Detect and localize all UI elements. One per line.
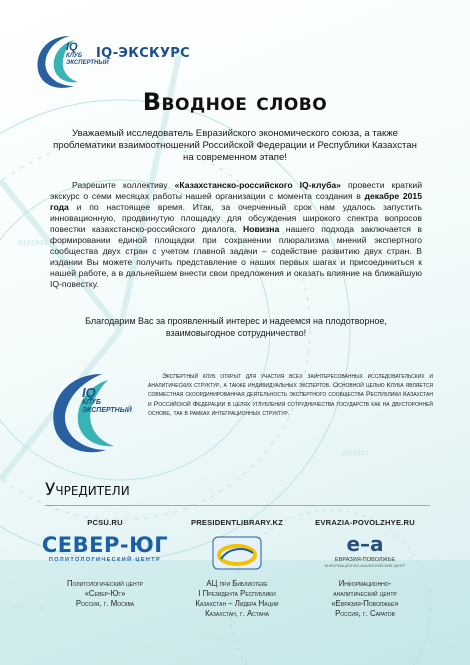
evrazia-logo-text: e–a <box>346 533 384 555</box>
club-info <box>42 358 437 468</box>
svg-text:0101001: 0101001 <box>18 240 48 248</box>
body-text-1: Разрешите коллективу <box>72 180 175 190</box>
logo-iq: IQ <box>66 41 78 53</box>
evrazia-logo <box>300 533 430 573</box>
founder-site-link[interactable]: PCSU.RU <box>87 518 123 527</box>
club-description: Экспертный клуб открыт для участия всех заинтересованных исследовательских и аналитических структур, а также индивидуальных экспертов. Основной целью Клуба является совместная скоординированная деятельность экспертного сообщества Республики Казахстан и Российской Федерации в целях углубления сотрудничества государств как на двусторонней основе, так в рамках интеграционных структур. <box>148 373 433 417</box>
svg-text:1011011: 1011011 <box>340 450 370 458</box>
founder-line: Казахстан, г. Астана <box>205 609 269 618</box>
evrazia-logo-caption <box>300 557 430 568</box>
greeting: Уважаемый исследователь Евразийского экономического союза, а также проблематики взаимоотношений Российской Федерации и Республики Казахстан на современном этапе! <box>53 128 417 163</box>
svg-text:0101011011: 0101011011 <box>200 635 243 643</box>
sever-yug-logo-text: СЕВЕР-ЮГ <box>41 533 169 557</box>
logo-club: КЛУБ <box>66 53 83 59</box>
club-logo <box>42 368 138 458</box>
founders-divider <box>45 505 430 506</box>
body-text-4: нашего подхода заключается в формировании единой площадки при сохранении плюрализма мнений экспертного сообщества двух стран с учетом главной задачи – содействие развитию двух стран. В издании Вы можете получить представление о наших первых шагах и присоединиться к нашей работе, а в дальнейшем внести свои предложения и оказать влияние на ближайшую IQ-повестку. <box>50 224 422 289</box>
novelty-word: Новизна <box>243 224 280 234</box>
founder-line: Казахстан – Лидера Нации <box>195 599 279 608</box>
founder-evrazia-povolzhye <box>300 518 430 619</box>
body-paragraph <box>50 180 422 290</box>
founder-description <box>300 579 430 619</box>
founder-sever-yug <box>40 518 170 609</box>
sever-yug-logo <box>40 533 170 573</box>
header-title: IQ-ЭКСКУРС <box>96 46 190 61</box>
founder-line: I Президента Республики <box>198 589 276 598</box>
founder-line: аналитический центр <box>333 589 397 598</box>
header <box>30 30 230 90</box>
evrazia-logo-subtitle: ЕВРАЗИЯ-ПОВОЛЖЬЕ <box>334 557 396 563</box>
club-logo-expert: ЭКСПЕРТНЫЙ <box>82 407 132 414</box>
founder-line: АЦ при Библиотеке <box>206 579 268 588</box>
logo-expert: ЭКСПЕРТНЫЙ <box>66 60 109 66</box>
founder-line: Информационно- <box>338 579 392 588</box>
founding-date: декабре 2015 года <box>50 191 422 212</box>
founder-line: Россия, г. Саратов <box>335 609 395 618</box>
founder-site-link[interactable]: PRESIDENTLIBRARY.KZ <box>190 518 284 527</box>
page-title: Вводное слово <box>142 88 328 116</box>
founder-line: Россия, г. Москва <box>75 599 135 608</box>
library-emblem-icon <box>209 533 265 573</box>
founder-description <box>172 579 302 619</box>
sever-yug-logo-subtitle: ПОЛИТОЛОГИЧЕСКИЙ ЦЕНТР <box>48 557 162 563</box>
club-logo-text <box>82 386 132 415</box>
club-logo-club: КЛУБ <box>82 399 101 406</box>
svg-text:10001010: 10001010 <box>10 605 44 613</box>
club-name: «Казахстанско-российского IQ-клуба» <box>174 180 341 190</box>
founder-line: «Север-Юг» <box>84 589 126 598</box>
body-text-3: и по настоящее время. Итак, за очерченный срок нам удалось запустить инновационную, продвинутую площадку для обсуждения широкого спектра вопросов повестки казахстанско-российского диалога. <box>50 202 422 234</box>
library-logo <box>172 533 302 573</box>
founder-line: «Евразия-Поволжье» <box>331 599 399 608</box>
body-text-2: провести краткий экскурс о семи месяцах работы нашей организации с момента создания в <box>50 180 422 201</box>
founder-presidentlibrary <box>172 518 302 619</box>
founder-description <box>40 579 170 609</box>
thanks-text: Благодарим Вас за проявленный интерес и надеемся на плодотворное, взаимовыгодное сотрудничество! <box>85 316 387 338</box>
evrazia-logo-subtitle-small: ИНФОРМАЦИОННО-АНАЛИТИЧЕСКИЙ ЦЕНТР <box>324 564 406 568</box>
club-logo-iq: IQ <box>82 385 96 400</box>
founder-line: Политологический центр <box>66 579 144 588</box>
founder-site-link[interactable]: EVRAZIA-POVOLZHYE.RU <box>315 518 415 527</box>
founders-heading: Учредители <box>45 480 130 500</box>
evrazia-logo-mark <box>330 533 400 555</box>
